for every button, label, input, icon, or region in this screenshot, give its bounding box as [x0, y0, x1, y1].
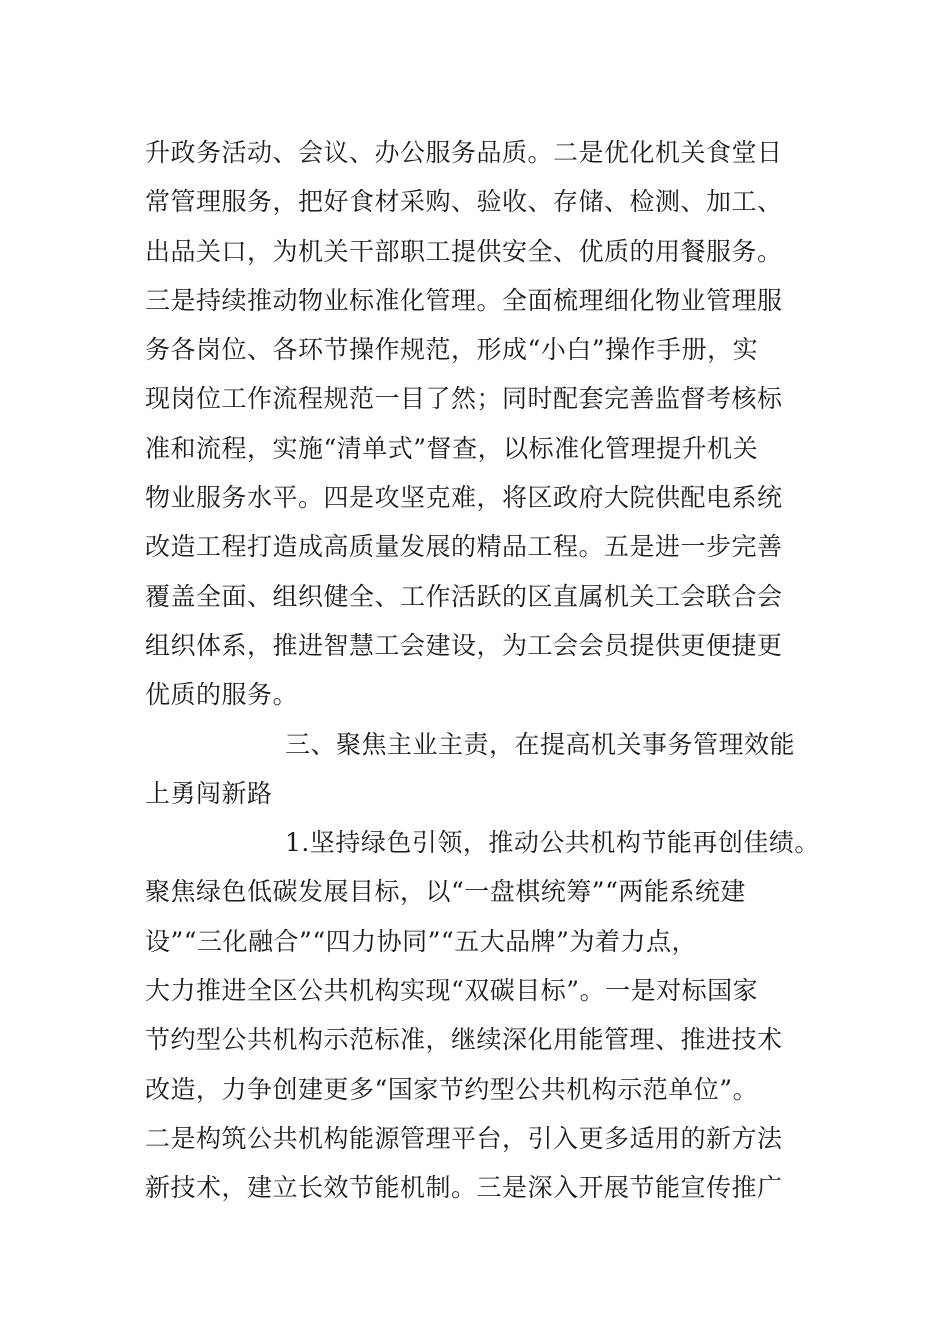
body-line: 现岗位工作流程规范一目了然；同时配套完善监督考核标: [145, 384, 783, 414]
body-line: 务各岗位、各环节操作规范，形成“小白”操作手册，实: [145, 335, 759, 365]
body-line: 覆盖全面、组织健全、工作活跃的区直属机关工会联合会: [145, 581, 783, 611]
body-line: 聚焦绿色低碳发展目标，以“一盘棋统筹”“两能系统建: [145, 877, 746, 907]
body-line: 物业服务水平。四是攻坚克难，将区政府大院供配电系统: [145, 483, 783, 513]
body-line: 三是持续推动物业标准化管理。全面梳理细化物业管理服: [145, 285, 783, 315]
body-line: 新技术，建立长效节能机制。三是深入开展节能宣传推广: [145, 1173, 783, 1203]
body-line: 组织体系，推进智慧工会建设，为工会会员提供更便捷更: [145, 630, 783, 660]
body-line: 二是构筑公共机构能源管理平台，引入更多适用的新方法: [145, 1123, 783, 1153]
body-line: 节约型公共机构示范标准，继续深化用能管理、推进技术: [145, 1025, 783, 1055]
body-line: 设”“三化融合”“四力协同”“五大品牌”为着力点，: [145, 926, 697, 956]
body-line: 大力推进全区公共机构实现“双碳目标”。一是对标国家: [145, 976, 759, 1006]
document-body: [145, 128, 825, 1213]
body-line: 升政务活动、会议、办公服务品质。二是优化机关食堂日: [145, 138, 783, 167]
section-heading-continuation: 上勇闯新路: [145, 778, 273, 808]
body-line: 出品关口，为机关干部职工提供安全、优质的用餐服务。: [145, 236, 783, 266]
body-line: 常管理服务，把好食材采购、验收、存储、检测、加工、: [145, 187, 783, 217]
body-line: 准和流程，实施“清单式”督查，以标准化管理提升机关: [145, 433, 759, 463]
body-line: 优质的服务。: [145, 680, 299, 710]
subsection-heading: 1.坚持绿色引领，推动公共机构节能再创佳绩。: [285, 828, 820, 858]
section-heading: 三、聚焦主业主责，在提高机关事务管理效能: [285, 729, 796, 759]
body-line: 改造工程打造成高质量发展的精品工程。五是进一步完善: [145, 532, 783, 562]
body-line: 改造，力争创建更多“国家节约型公共机构示范单位”。: [145, 1074, 759, 1104]
